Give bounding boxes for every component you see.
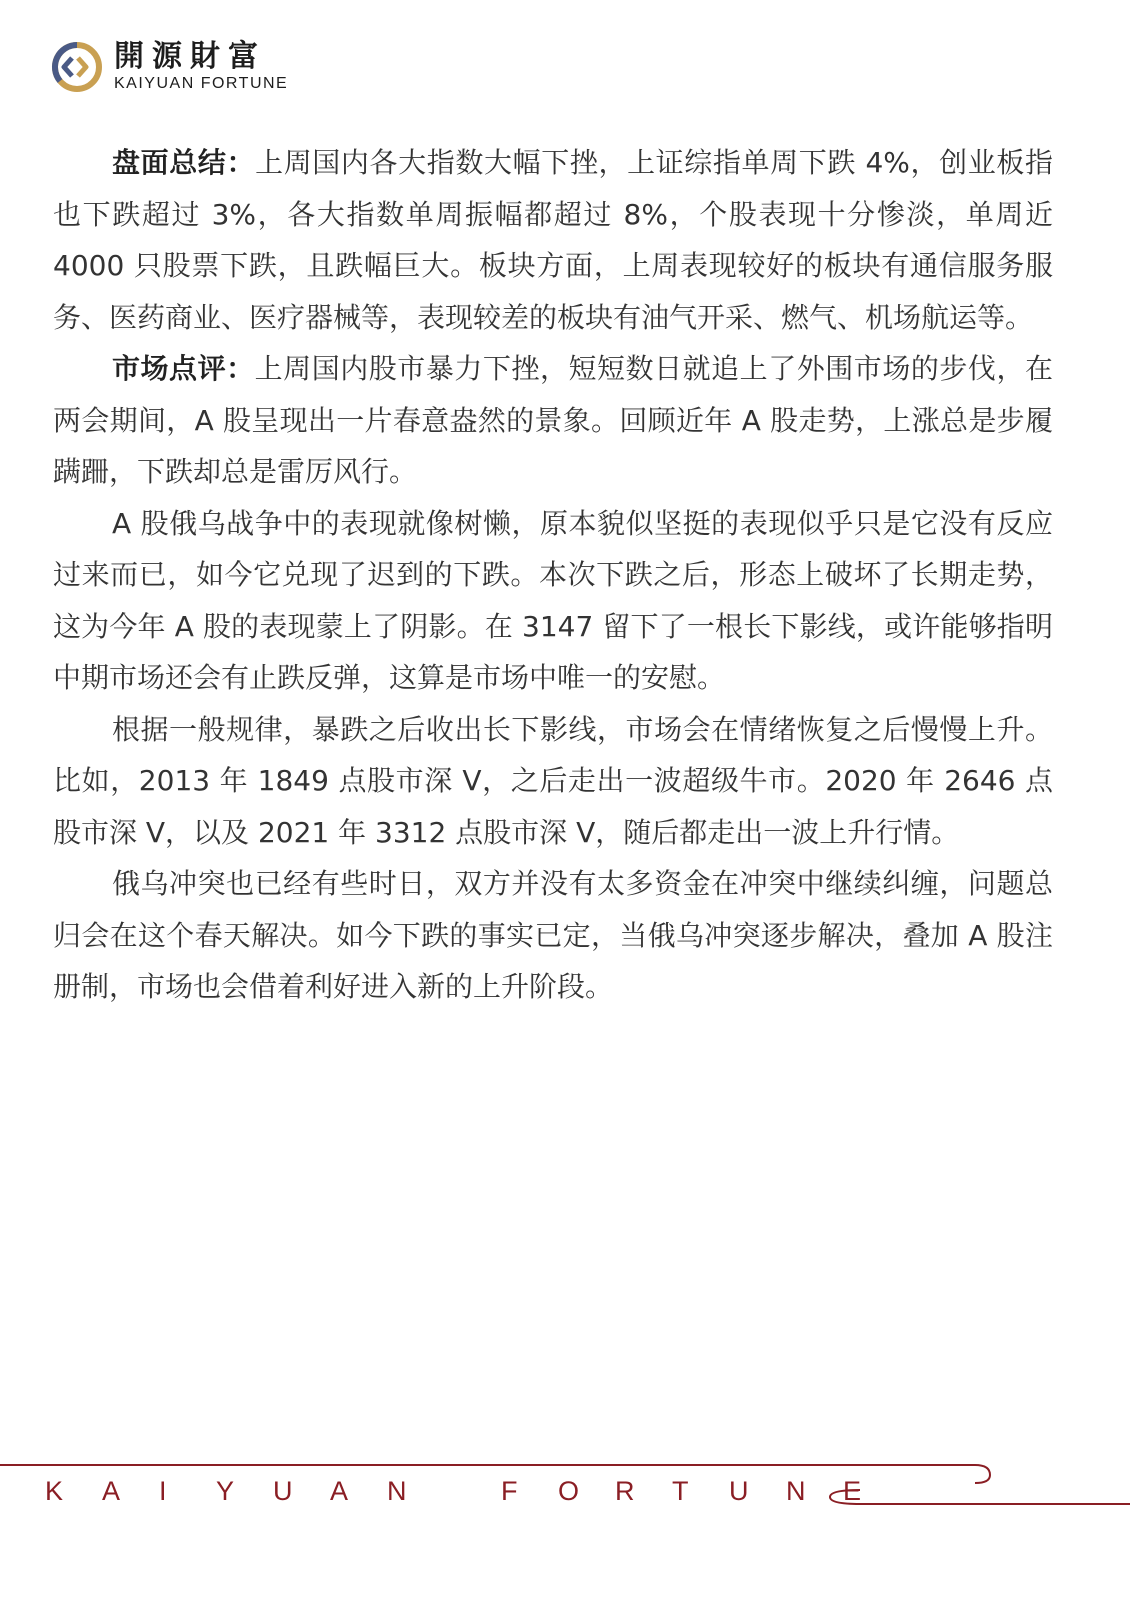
footer-letter: K [45, 1476, 64, 1506]
footer-letter: I [159, 1476, 167, 1506]
footer-letter: N [387, 1476, 407, 1506]
footer-letter: F [501, 1476, 518, 1506]
paragraph [53, 704, 1053, 859]
footer-letter: Y [216, 1476, 235, 1506]
paragraph-text: A 股俄乌战争中的表现就像树懒，原本貌似坚挺的表现似乎只是它没有反应过来而已，如今它兑现了迟到的下跌。本次下跌之后，形态上破坏了长期走势，这为今年 A 股的表现蒙上了阴影。在 3147 留下了一根长下影线，或许能够指明中期市场还会有止跌反弹，这算是市场中唯一的安慰。 [53, 506, 1053, 694]
footer-letter: N [786, 1476, 806, 1506]
paragraph-text: 上周国内股市暴力下挫，短短数日就追上了外围市场的步伐，在两会期间，A 股呈现出一片春意盎然的景象。回顾近年 A 股走势，上涨总是步履蹒跚，下跌却总是雷厉风行。 [53, 352, 1053, 488]
footer-letter: E [843, 1476, 862, 1506]
footer-letter: U [273, 1476, 293, 1506]
kaiyuan-fortune-logo [50, 40, 288, 94]
paragraph [53, 858, 1053, 1013]
logo-english-name: KAIYUAN FORTUNE [114, 75, 289, 92]
footer-letter: A [330, 1476, 349, 1506]
paragraph-text: 根据一般规律，暴跌之后收出长下影线，市场会在情绪恢复之后慢慢上升。比如，2013 年 1849 点股市深 V，之后走出一波超级牛市。2020 年 2646 点股市深 V，以及 2021 年 3312 点股市深 V，随后都走出一波上升行情。 [53, 712, 1053, 849]
paragraph-commentary [53, 343, 1053, 498]
logo-chinese-name: 開源財富 [114, 39, 266, 74]
paragraph-text: 上周国内各大指数大幅下挫，上证综指单周下跌 4%，创业板指也下跌超过 3%，各大指数单周振幅都超过 8%，个股表现十分惨淡，单周近 4000 只股票下跌，且跌幅巨大。板块方面，上周表现较好的板块有通信服务服务、医药商业、医疗器械等，表现较差的板块有油气开采、燃气、机场航运等。 [53, 146, 1053, 334]
footer-letter: T [672, 1476, 689, 1506]
paragraph-lead: 盘面总结： [112, 146, 256, 179]
article-body [53, 137, 1053, 1013]
footer-brand-text [45, 1476, 900, 1507]
footer-letter: A [102, 1476, 121, 1506]
paragraph [53, 498, 1053, 704]
logo-emblem-icon [50, 40, 104, 94]
footer-letter: U [729, 1476, 749, 1506]
footer-letter: O [558, 1476, 580, 1506]
paragraph-summary [53, 137, 1053, 343]
footer-letter: R [615, 1476, 635, 1506]
paragraph-text: 俄乌冲突也已经有些时日，双方并没有太多资金在冲突中继续纠缠，问题总归会在这个春天解决。如今下跌的事实已定，当俄乌冲突逐步解决，叠加 A 股注册制，市场也会借着利好进入新的上升阶段。 [53, 867, 1053, 1003]
footer-spacer [444, 1476, 501, 1507]
paragraph-lead: 市场点评： [112, 352, 255, 385]
